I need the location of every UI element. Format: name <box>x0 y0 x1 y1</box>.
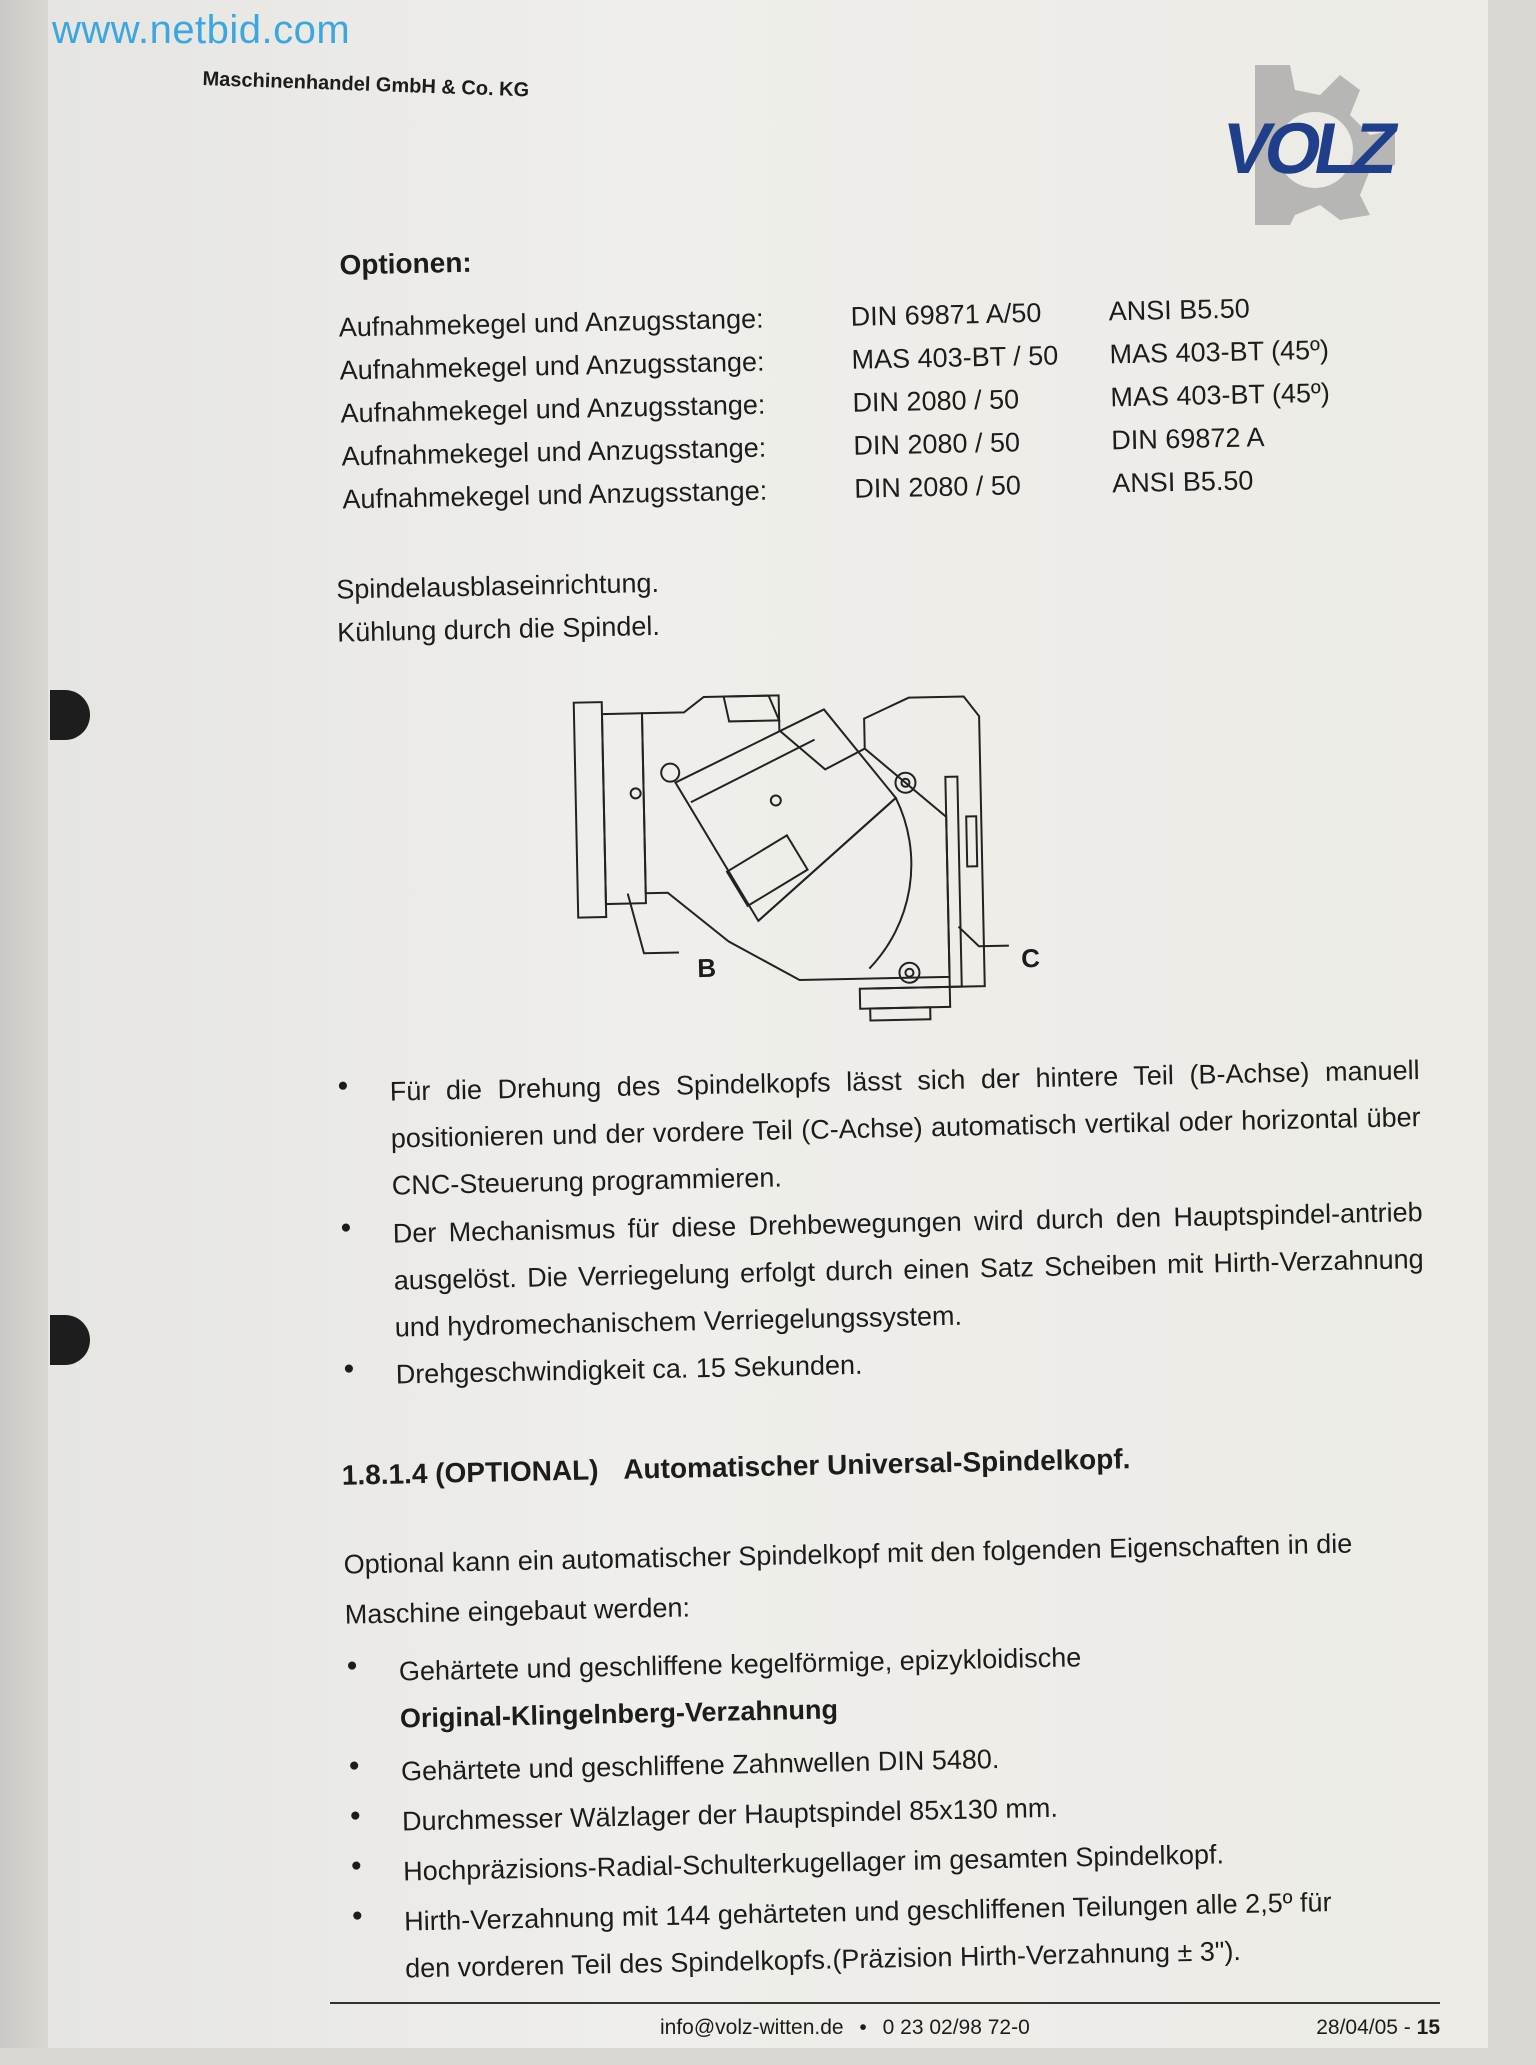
list-item <box>346 1634 1082 1742</box>
bullet-text: Durchmesser Wälzlager der Hauptspindel 85x130 mm. <box>401 1792 1059 1837</box>
option-spec: DIN 2080 / 50 <box>853 427 1021 461</box>
option-label: Aufnahmekegel und Anzugsstange: <box>339 346 765 386</box>
bullet-text: den vorderen Teil des Spindelkopfs.(Präzision Hirth-Verzahnung ± 3"). <box>404 1935 1242 1984</box>
bullet-dot: • <box>349 1799 361 1833</box>
option-spec: ANSI B5.50 <box>1108 293 1251 327</box>
spindle-head-diagram <box>564 683 1131 1035</box>
bullet-dot: • <box>337 1069 349 1103</box>
bullet-text: Gehärtete und geschliffene Zahnwellen DIN 5480. <box>400 1743 1000 1787</box>
bullet-text: Hochpräzisions-Radial-Schulterkugellager im gesamten Spindelkopf. <box>402 1839 1225 1887</box>
option-spec: DIN 69872 A <box>1111 422 1265 456</box>
footer-contact <box>660 2016 1030 2040</box>
option-extra: Spindelausblaseinrichtung. <box>335 567 660 605</box>
diagram-label-c: C <box>1020 942 1041 974</box>
bullet-dot: • <box>348 1749 360 1783</box>
footer-phone: 0 23 02/98 72-0 <box>882 2016 1030 2039</box>
option-spec: DIN 2080 / 50 <box>852 384 1020 418</box>
option-label: Aufnahmekegel und Anzugsstange: <box>340 389 766 429</box>
list-item <box>348 1736 1000 1796</box>
list-item <box>337 1047 1422 1210</box>
company-name: Maschinenhandel GmbH & Co. KG <box>202 68 530 102</box>
bullet-text: Drehgeschwindigkeit ca. 15 Sekunden. <box>395 1349 863 1390</box>
footer-date-text: 28/04/05 - <box>1316 2016 1411 2039</box>
bullet-dot: • <box>343 1352 355 1386</box>
footer-email: info@volz-witten.de <box>660 2016 844 2039</box>
options-title: Optionen: <box>339 246 473 281</box>
bullet-text-bold: Original-Klingelnberg-Verzahnung <box>399 1694 839 1734</box>
footer-separator: • <box>859 2016 867 2039</box>
option-label: Aufnahmekegel und Anzugsstange: <box>338 303 764 343</box>
list-item <box>340 1189 1425 1352</box>
option-spec: MAS 403-BT (45º) <box>1110 377 1331 413</box>
section-title: Automatischer Universal-Spindelkopf. <box>622 1443 1131 1485</box>
logo-text: VOLZ <box>1216 108 1399 189</box>
option-label: Aufnahmekegel und Anzugsstange: <box>341 432 767 472</box>
bullet-dot: • <box>350 1849 362 1883</box>
bullet-text: Hirth-Verzahnung mit 144 gehärteten und geschliffenen Teilungen alle 2,5º für <box>403 1887 1332 1937</box>
page-number: 15 <box>1416 2016 1440 2039</box>
option-spec: MAS 403-BT / 50 <box>851 340 1059 375</box>
bullet-dot: • <box>340 1211 352 1245</box>
diagram-label-b: B <box>696 952 717 984</box>
bullet-text: Für die Drehung des Spindelkopfs lässt sich der hintere Teil (B-Achse) manuell positionieren und der vordere Teil (C-Achse) automatisch vertikal oder horizontal über CNC-Steuerung programmieren. <box>389 1055 1421 1201</box>
section-intro: Optional kann ein automatischer Spindelkopf mit den folgenden Eigenschaften in die <box>343 1528 1353 1580</box>
section-intro: Maschine eingebaut werden: <box>344 1592 691 1630</box>
bullet-dot: • <box>346 1649 358 1683</box>
watermark: www.netbid.com <box>52 8 351 52</box>
section-number: 1.8.1.4 (OPTIONAL) <box>341 1454 599 1491</box>
list-item <box>351 1876 1466 1992</box>
bullet-text: Gehärtete und geschliffene kegelförmige, epizykloidische <box>398 1642 1082 1687</box>
option-spec: ANSI B5.50 <box>1111 465 1254 499</box>
footer-date <box>1316 2016 1440 2040</box>
option-label: Aufnahmekegel und Anzugsstange: <box>342 475 768 515</box>
option-spec: DIN 69871 A/50 <box>850 297 1042 332</box>
page-footer <box>330 2002 1440 2044</box>
section-heading <box>342 1443 1131 1492</box>
option-extra: Kühlung durch die Spindel. <box>336 610 661 648</box>
bullet-dot: • <box>351 1899 363 1933</box>
option-spec: MAS 403-BT (45º) <box>1109 334 1330 370</box>
bullet-text: Der Mechanismus für diese Drehbewegungen wird durch den Hauptspindel-antrieb ausgelöst. Die Verriegelung erfolgt durch einen Satz Scheiben mit Hirth-Verzahnung und hydromechanischem Verriegelungssystem. <box>392 1197 1424 1343</box>
option-spec: DIN 2080 / 50 <box>853 470 1022 504</box>
